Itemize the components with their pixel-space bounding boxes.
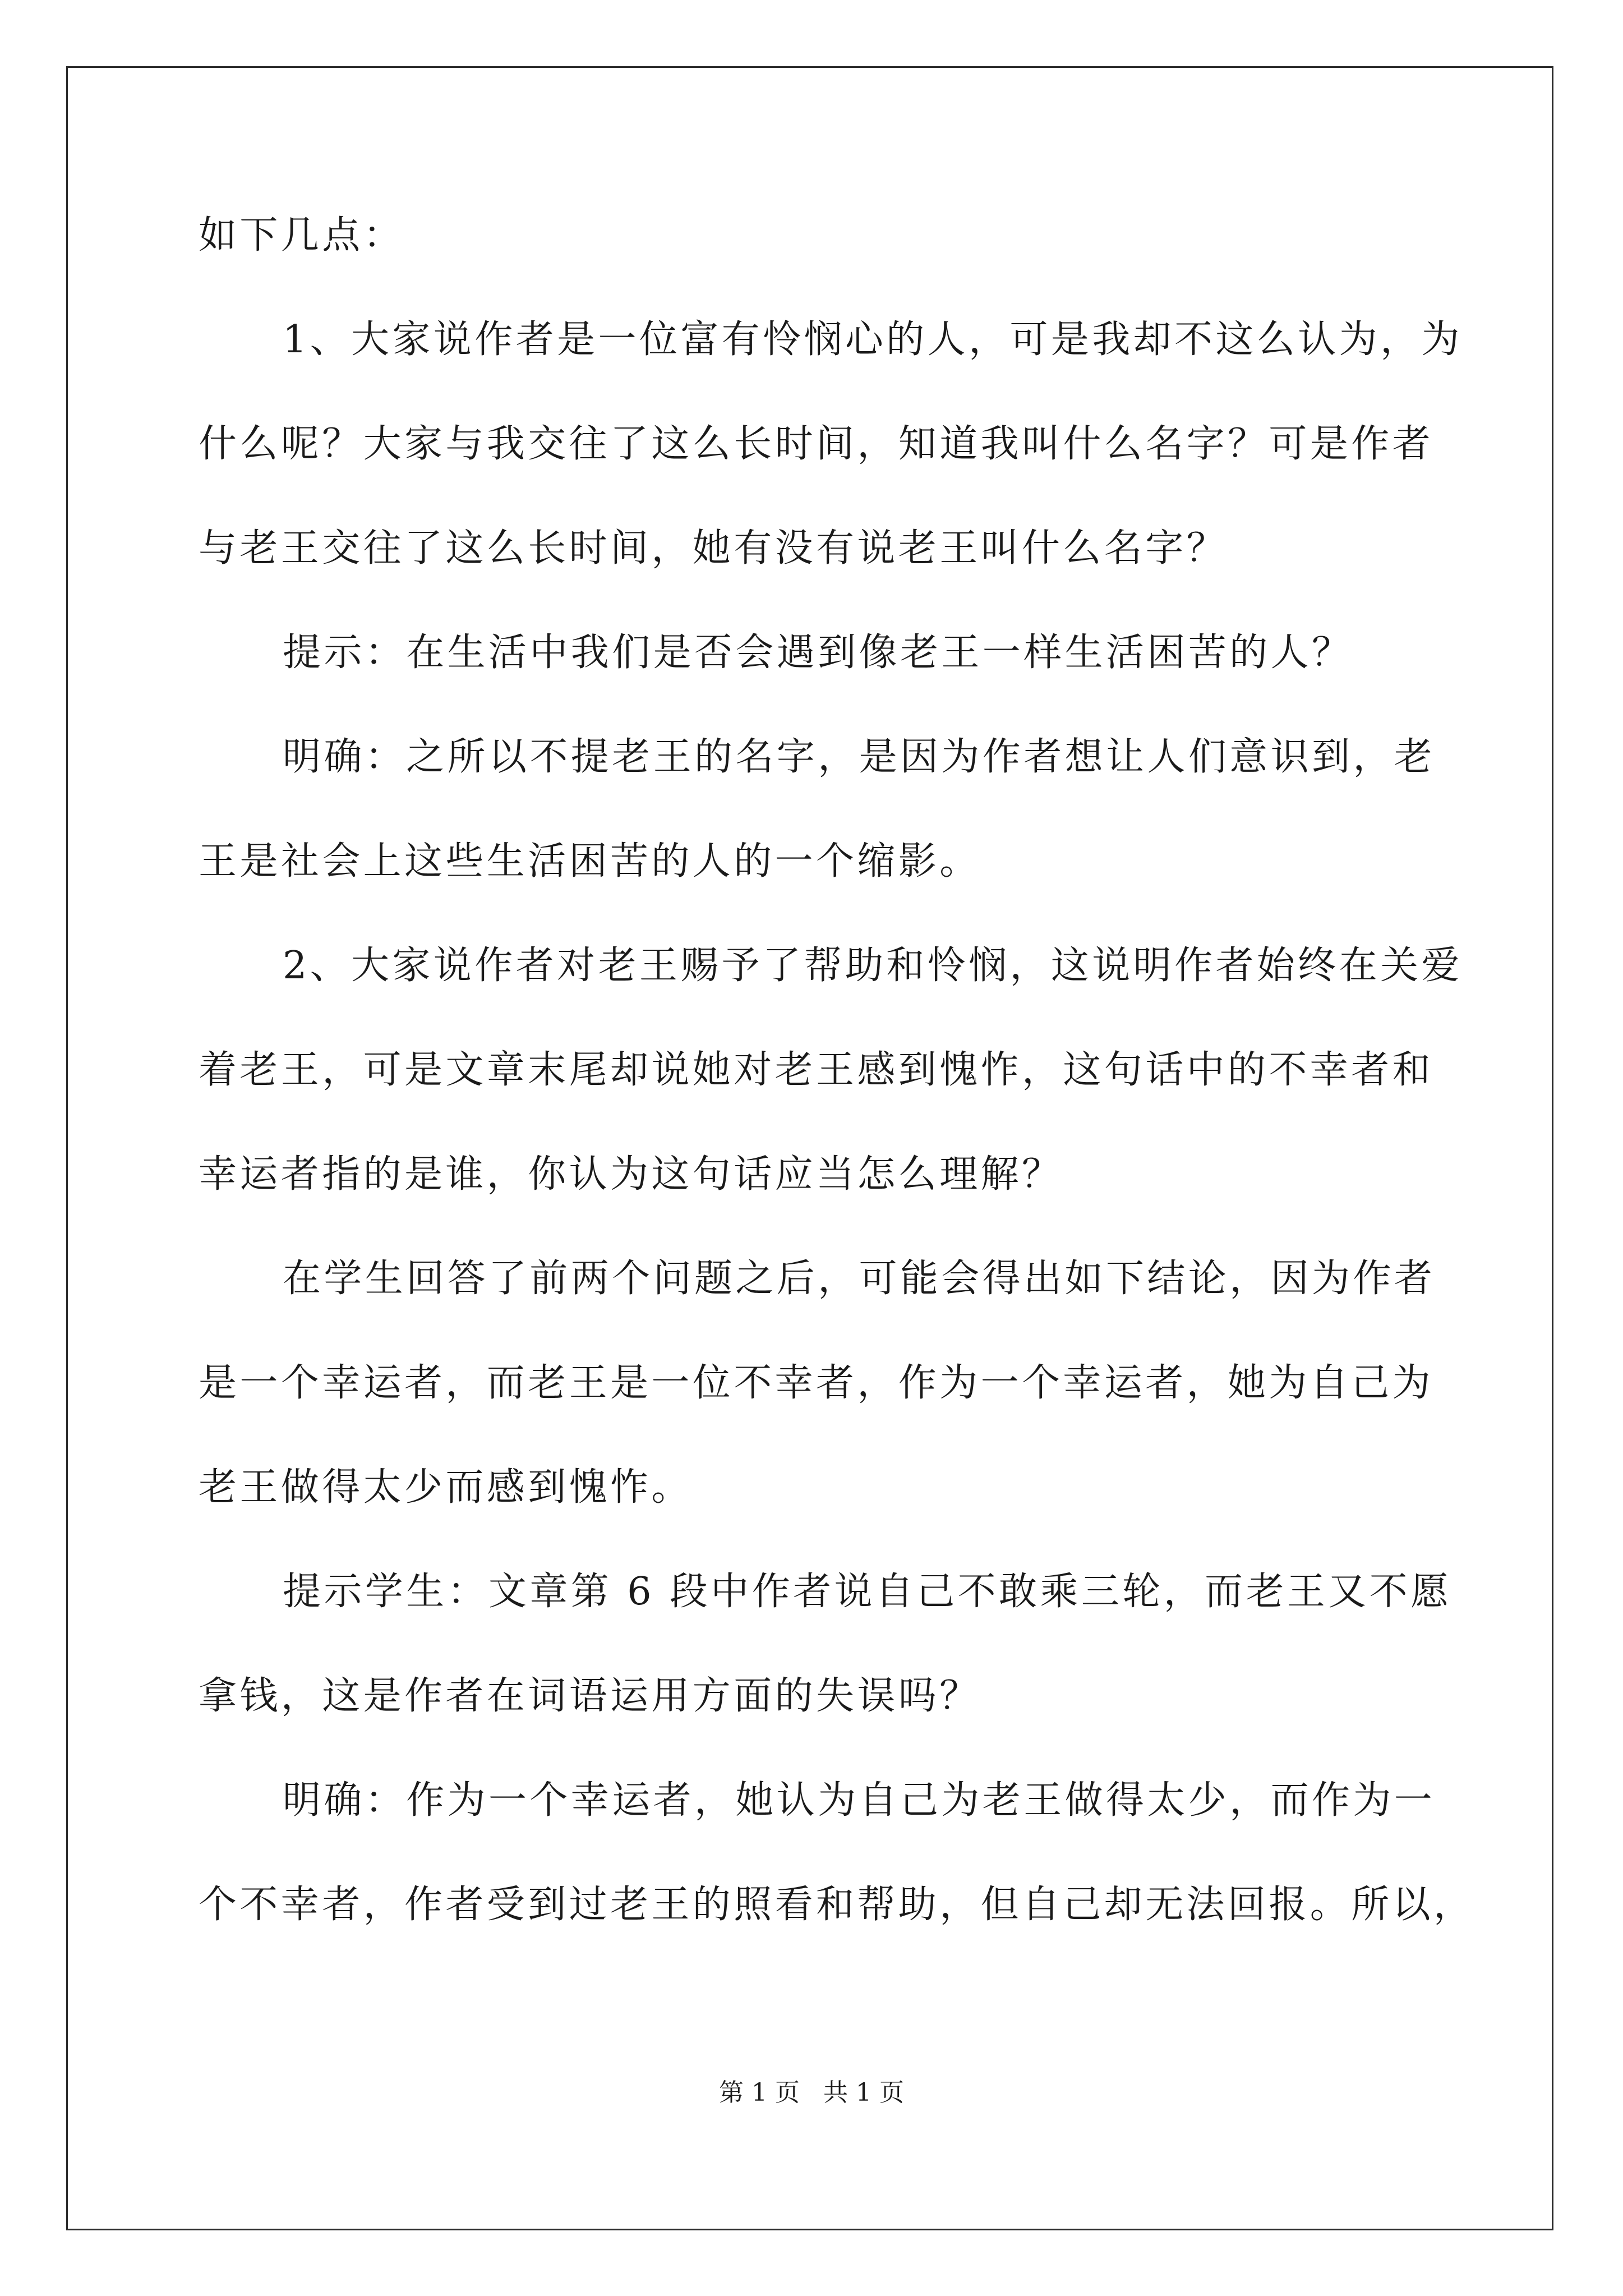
text-line: 2、大家说作者对老王赐予了帮助和怜悯，这说明作者始终在关爱 [283, 944, 1463, 988]
text-line: 提示学生：文章第 6 段中作者说自己不敢乘三轮，而老王又不愿 [283, 1570, 1452, 1614]
text-line: 提示：在生活中我们是否会遇到像老王一样生活困苦的人？ [283, 631, 1353, 675]
text-line: 拿钱，这是作者在词语运用方面的失误吗？ [199, 1674, 981, 1718]
text-line: 老王做得太少而感到愧怍。 [199, 1465, 693, 1510]
text-line: 1、大家说作者是一位富有怜悯心的人，可是我却不这么认为，为 [283, 318, 1463, 362]
text-line: 个不幸者，作者受到过老王的照看和帮助，但自己却无法回报。所以， [199, 1883, 1475, 1927]
text-line: 着老王，可是文章末尾却说她对老王感到愧怍，这句话中的不幸者和 [199, 1048, 1434, 1092]
page-number-footer: 第 1 页 共 1 页 [719, 2078, 904, 2107]
text-line: 王是社会上这些生活困苦的人的一个缩影。 [199, 839, 981, 884]
text-line: 明确：之所以不提老王的名字，是因为作者想让人们意识到，老 [283, 735, 1436, 779]
text-line: 是一个幸运者，而老王是一位不幸者，作为一个幸运者，她为自己为 [199, 1361, 1434, 1405]
text-line: 幸运者指的是谁，你认为这句话应当怎么理解？ [199, 1152, 1063, 1197]
text-line: 如下几点： [199, 213, 405, 257]
text-line: 与老王交往了这么长时间，她有没有说老王叫什么名字？ [199, 526, 1228, 570]
text-line: 明确：作为一个幸运者，她认为自己为老王做得太少，而作为一 [283, 1778, 1436, 1823]
text-line: 什么呢？大家与我交往了这么长时间，知道我叫什么名字？可是作者 [199, 422, 1434, 466]
text-line: 在学生回答了前两个问题之后，可能会得出如下结论，因为作者 [283, 1257, 1436, 1301]
